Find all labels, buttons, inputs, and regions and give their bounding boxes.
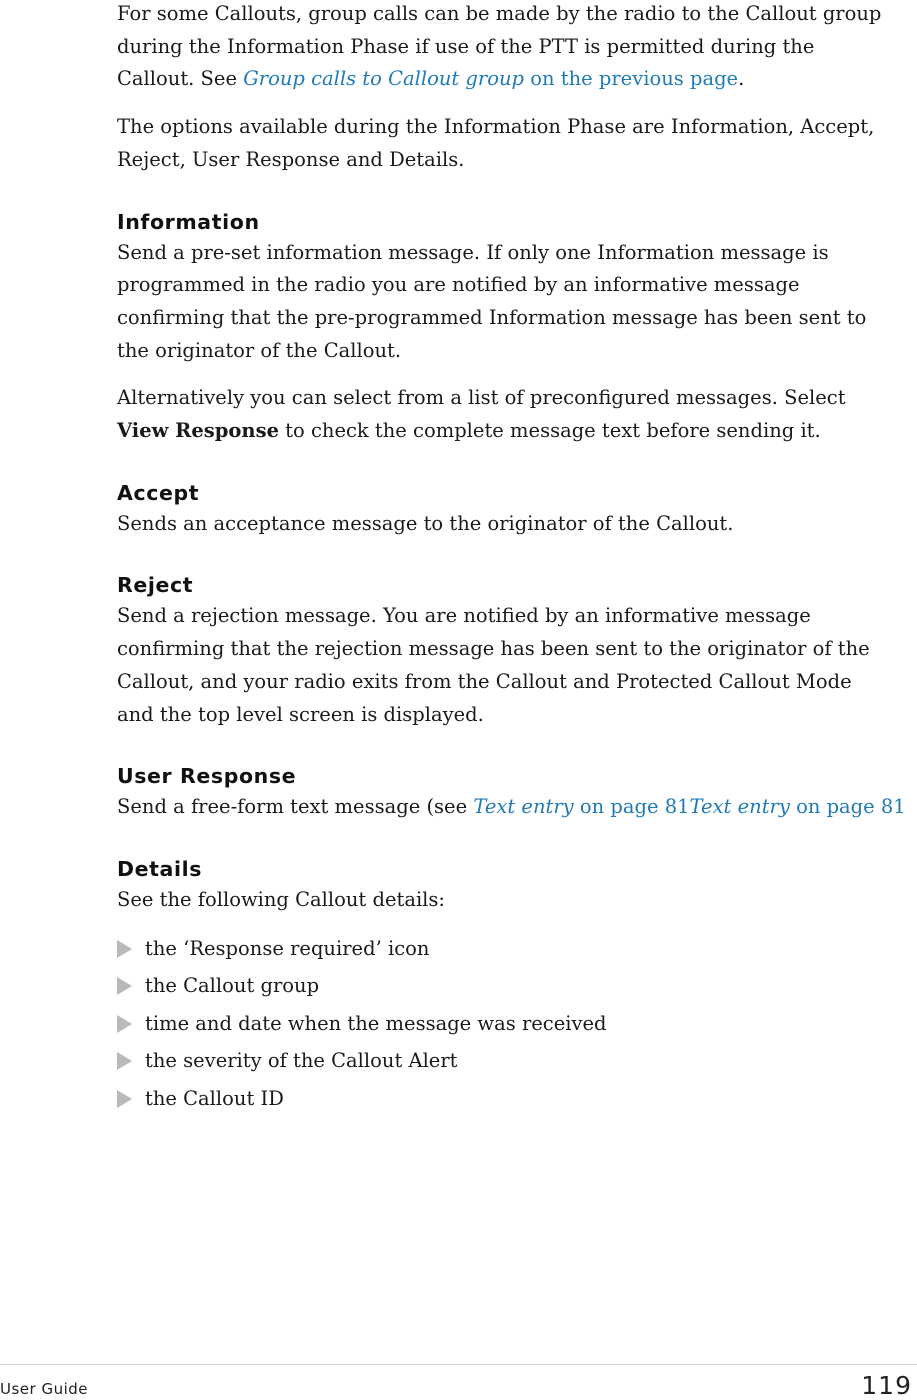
text-line: Sends an acceptance message to the originator of the Callout. xyxy=(117,511,734,535)
list-item: the Callout group xyxy=(117,967,917,1005)
list-item: the severity of the Callout Alert xyxy=(117,1042,917,1080)
text-line: Send a rejection message. You are notified by an informative message xyxy=(117,604,811,628)
heading-details: Details xyxy=(117,856,203,881)
information-paragraph-2: Alternatively you can select from a list of preconfigured messages. Select View Response to check the complete message text before sending it. xyxy=(117,386,846,443)
text-line: Send a pre-set information message. If only one Information message is xyxy=(117,240,829,264)
details-list xyxy=(117,930,917,1118)
list-item: the ‘Response required’ icon xyxy=(117,930,917,968)
information-paragraph-1 xyxy=(117,237,917,368)
accept-paragraph xyxy=(117,508,917,541)
text-line: For some Callouts, group calls can be made by the radio to the Callout group xyxy=(117,2,882,25)
text-entry-link-2[interactable]: Text entry on page 81 xyxy=(689,795,906,819)
text-line: Alternatively you can select from a list of preconfigured messages. Select xyxy=(117,386,846,410)
group-calls-link[interactable]: Group calls to Callout group on the previous page xyxy=(243,67,739,91)
text-line: programmed in the radio you are notified by an informative message xyxy=(117,273,800,297)
triangle-bullet-icon xyxy=(117,977,132,995)
list-item: the Callout ID xyxy=(117,1080,917,1118)
text-line: Callout. See xyxy=(117,67,244,91)
user-response-paragraph: Send a free-form text message (see Text entry on page 81Text entry on page 81 xyxy=(117,795,906,819)
view-response-term: View Response xyxy=(117,419,279,443)
text-line: The options available during the Information Phase are Information, Accept, xyxy=(117,115,875,139)
triangle-bullet-icon xyxy=(117,1015,132,1033)
heading-information: Information xyxy=(117,209,260,234)
footer-divider xyxy=(0,1364,917,1365)
text-line: confirming that the pre-programmed Information message has been sent to xyxy=(117,305,867,329)
page-content xyxy=(117,0,917,1117)
reject-paragraph xyxy=(117,600,917,731)
heading-user-response: User Response xyxy=(117,764,297,789)
list-item: time and date when the message was received xyxy=(117,1005,917,1043)
text-line: Reject, User Response and Details. xyxy=(117,147,465,171)
heading-reject: Reject xyxy=(117,573,194,598)
page-number: 119 xyxy=(861,1371,912,1400)
triangle-bullet-icon xyxy=(117,940,132,958)
text-entry-link-1[interactable]: Text entry on page 81 xyxy=(473,795,690,819)
text-line: confirming that the rejection message has been sent to the originator of the xyxy=(117,637,870,661)
text-line: Callout, and your radio exits from the Callout and Protected Callout Mode xyxy=(117,669,852,693)
text-line: and the top level screen is displayed. xyxy=(117,702,484,726)
heading-accept: Accept xyxy=(117,480,200,505)
triangle-bullet-icon xyxy=(117,1052,132,1070)
text-line: See the following Callout details: xyxy=(117,887,445,911)
intro-paragraph-2 xyxy=(117,111,917,176)
triangle-bullet-icon xyxy=(117,1090,132,1108)
intro-paragraph-1: For some Callouts, group calls can be made by the radio to the Callout group during the Information Phase if use of the PTT is permitted during the Callout. See Group calls to Callout group on the previous page. xyxy=(117,2,882,91)
text-line: the originator of the Callout. xyxy=(117,338,402,362)
details-paragraph xyxy=(117,884,917,917)
text-line: during the Information Phase if use of the PTT is permitted during the xyxy=(117,34,815,58)
footer-title: User Guide xyxy=(0,1380,89,1398)
